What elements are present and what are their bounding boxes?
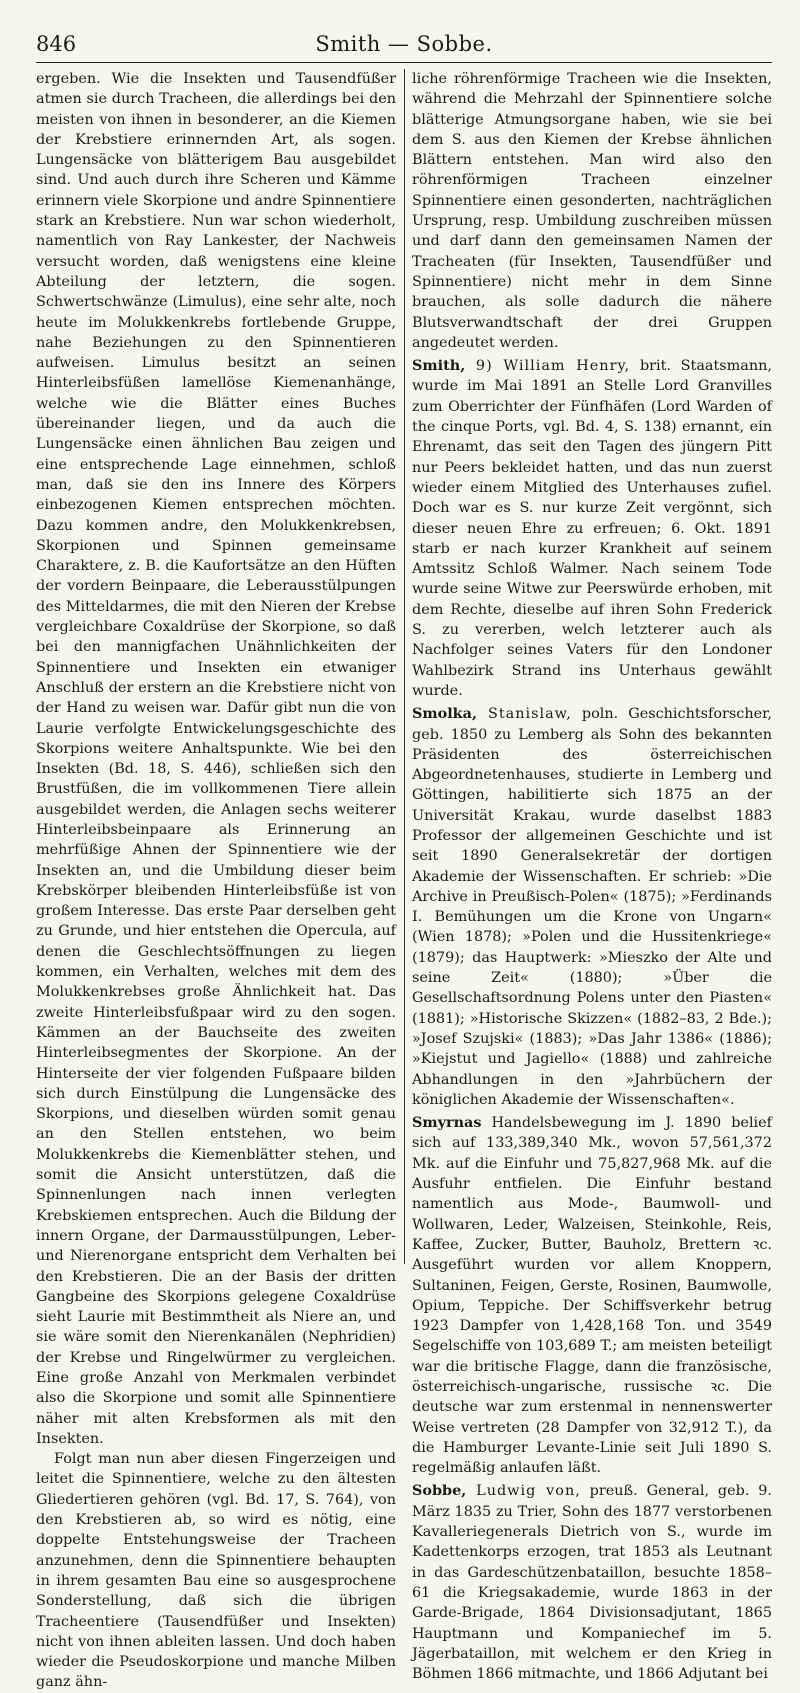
entry-text: brit. Staatsmann, wurde im Mai 1891 an Stelle Lord Granvilles zum Oberrichter der Fünfhäfen (Lord Warden of the cinque Ports, vgl. Bd. 4, S. 138) ernannt, ein Ehrenamt, das seit den Tagen des jüngern Pitt nur Peers bekleidet hatten, und das nun zuerst wieder einem Mitglied des Unterhauses zufiel. Doch war es S. nur kurze Zeit vergönnt, sich dieser neuen Ehre zu erfreuen; 6. Okt. 1891 starb er nach kurzer Krankheit auf seinem Amtssitz Schloß Walmer. Nach seinem Tode wurde seine Witwe zur Peerswürde erhoben, mit dem Rechte, dieselbe auf ihren Sohn Frederick S. zu vererben, welch letzterer auch als Nachfolger seines Vaters für den Londoner Wahlbezirk Strand ins Unterhaus gewählt wurde. bbox=[412, 358, 772, 699]
entry-keyword: Smith, bbox=[412, 357, 466, 375]
entry-smith bbox=[412, 356, 772, 701]
entry-text: preuß. General, geb. 9. März 1835 zu Trier, Sohn des 1877 verstorbenen Kavalleriegenerals Dietrich von S., wurde im Kadettenkorps erzogen, trat 1853 als Leutnant in das Gardeschützenbataillon, besuchte 1858–61 die Kriegsakademie, wurde 1863 in der Garde-Brigade, 1864 Divisionsadjutant, 1865 Hauptmann und Kompaniechef im 5. Jägerbataillon, mit welchem er den Krieg in Böhmen 1866 mitmachte, und 1866 Adjutant bei bbox=[412, 1483, 772, 1683]
entry-name: 9) William Henry, bbox=[465, 358, 631, 375]
entry-text: poln. Geschichtsforscher, geb. 1850 zu Lemberg als Sohn des bekannten Präsidenten des österreichischen Abgeordnetenhauses, studierte in Lemberg und Göttingen, habilitierte sich 1875 an der Universität Krakau, wurde daselbst 1883 Professor der allgemeinen Geschichte und ist seit 1890 Generalsekretär der dortigen Akademie der Wissenschaften. Er schrieb: »Die Archive in Preußisch-Polen« (1875); »Ferdinands I. Bemühungen um die Krone von Ungarn« (Wien 1878); »Polen und die Hussitenkriege« (1879); das Hauptwerk: »Mieszko der Alte und seine Zeit« (1880); »Über die Gesellschaftsordnung Polens unter den Piasten« (1881); »Historische Skizzen« (1882–83, 2 Bde.); »Josef Szujski« (1883); »Das Jahr 1386« (1886); »Kiejstut und Jagiello« (1888) und zahlreiche Abhandlungen in den »Jahrbüchern der königlichen Akademie der Wissenschaften«. bbox=[412, 706, 772, 1108]
paragraph-tracheae-continued: liche röhrenförmige Tracheen wie die Insekten, während die Mehrzahl der Spinnentiere solche blätterige Atmungsorgane haben, wie sie bei dem S. aus den Kiemen der Krebse ähnlichen Blättern entstehen. Man wird also den röhrenförmigen Tracheen einzelner Spinnentiere einen gesonderten, nachträglichen Ursprung, resp. Umbildung zuschreiben müssen und darf dann den gemeinsamen Namen der Tracheaten (für Insekten, Tausendfüßer und Spinnentiere) nicht mehr in dem Sinne brauchen, als solle dadurch die nähere Blutsverwandtschaft der drei Gruppen angedeutet werden. bbox=[412, 71, 772, 351]
column-divider bbox=[404, 69, 405, 1264]
entry-sobbe bbox=[412, 1481, 772, 1684]
running-title: Smith — Sobbe. bbox=[315, 32, 493, 56]
entry-keyword: Smolka, bbox=[412, 705, 477, 723]
page-header bbox=[36, 28, 772, 63]
paragraph-arachnid-anatomy: ergeben. Wie die Insekten und Tausendfüßer atmen sie durch Tracheen, die allerdings bei den meisten von ihnen in besonderer, an die Kiemen der Krebstiere erinnernden Art, als sogen. Lungensäcke von blätterigem Bau ausgebildet sind. Und auch durch ihre Scheren und Kämme erinnern viele Skorpione und andre Spinnentiere stark an Krebstiere. Nun war schon wiederholt, namentlich von Ray Lankester, der Nachweis versucht worden, daß wenigstens eine kleine Abteilung der letztern, die sogen. Schwertschwänze (Limulus), eine sehr alte, noch heute im Molukkenkrebs fortlebende Gruppe, nahe Beziehungen zu den Spinnentieren aufweisen. Limulus besitzt an seinen Hinterleibsfüßen lamellöse Kiemenanhänge, welche wie die Blätter eines Buches übereinander liegen, und da auch die Lungensäcke einen ähnlichen Bau zeigen und eine entsprechende Lage einnehmen, schloß man, daß sie den ins Innere des Körpers einbezogenen Kiemen entsprechen möchten. Dazu kommen andre, den Molukkenkrebsen, Skorpionen und Spinnen gemeinsame Charaktere, z. B. die Kaufortsätze an den Hüften der vordern Beinpaare, die Leberausstülpungen des Mitteldarmes, die mit den Nieren der Krebse vergleichbare Coxaldrüse der Skorpione, so daß bei den mannigfachen Unähnlichkeiten der Spinnentiere und Insekten ein etwaniger Anschluß der erstern an die Krebstiere nicht von der Hand zu weisen war. Dafür gibt nun die von Laurie verfolgte Entwickelungsgeschichte des Skorpions weitere Anhaltspunkte. Wie bei den Insekten (Bd. 18, S. 446), schließen sich den Brustfüßen, die im vollkommenen Tiere allein ausgebildet werden, die Anlagen sechs weiterer Hinterleibsbeinpaare als Erinnerung an mehrfüßige Ahnen der Spinnentiere wie der Insekten an, und die Umbildung dieser beim Krebskörper bleibenden Hinterleibsfüße ist von großem Interesse. Das erste Paar derselben geht zu Grunde, und hier entstehen die Opercula, auf denen die Geschlechtsöffnungen zu liegen kommen, ein Verhalten, welches mit dem des Molukkenkrebses große Ähnlichkeit hat. Das zweite Hinterleibsfußpaar wird zu den sogen. Kämmen an der Bauchseite des zweiten Hinterleibsegmentes der Skorpione. An der Hinterseite der vier folgenden Fußpaare bilden sich durch Einstülpung die Lungensäcke des Skorpions, und dieselben würden somit genau an den Stellen entstehen, wo beim Molukkenkrebs die Kiemenblätter stehen, und somit die Ansicht unterstützen, daß die Spinnenlungen nach innen verlegten Krebskiemen entsprechen. Auch die Bildung der innern Organe, der Darmausstülpungen, Leber- und Nierenorgane entspricht dem Verhalten bei den Krebstieren. Die an der Basis der dritten Gangbeine des Skorpions gelegene Coxaldrüse sieht Laurie mit Bestimmtheit als Niere an, und sie wäre somit den Nierenkanälen (Nephridien) der Krebse und Ringelwürmer zu vergleichen. Eine große Anzahl von Merkmalen verbindet also die Skorpione und somit alle Spinnentiere näher mit alten Krebsformen als mit den Insekten. bbox=[36, 71, 396, 1447]
entry-keyword: Sobbe, bbox=[412, 1482, 467, 1500]
entry-keyword: Smyrnas bbox=[412, 1114, 482, 1132]
paragraph-tracheae-origin: Folgt man nun aber diesen Fingerzeigen und leitet die Spinnentiere, welche zu den ältesten Gliedertieren gehören (vgl. Bd. 17, S. 764), von den Krebstieren ab, so wird es nötig, eine doppelte Entstehungsweise der Tracheen anzunehmen, denn die Spinnentiere behaupten in ihrem gesamten Bau eine so ausgesprochene Sonderstellung, daß sich die übrigen Tracheentiere (Tausendfüßer und Insekten) nicht von ihnen ableiten lassen. Und doch haben wieder die Pseudoskorpione und manche Milben ganz ähn- bbox=[36, 1451, 396, 1691]
entry-smyrna bbox=[412, 1113, 772, 1478]
text-columns bbox=[36, 69, 772, 1691]
entry-smolka bbox=[412, 704, 772, 1110]
right-column bbox=[412, 69, 772, 1683]
left-column bbox=[36, 69, 396, 1691]
entry-name: Stanislaw, bbox=[477, 706, 572, 723]
entry-text: Handelsbewegung im J. 1890 belief sich auf 133,389,340 Mk., wovon 57,561,372 Mk. auf die Einfuhr und 75,827,968 Mk. auf die Ausfuhr entfielen. Die Einfuhr bestand namentlich aus Mode-, Baumwoll- und Wollwaren, Leder, Walzeisen, Steinkohle, Reis, Kaffee, Zucker, Butter, Bauholz, Brettern ꝛc. Ausgeführt wurden vor allem Knoppern, Sultaninen, Feigen, Gerste, Rosinen, Baumwolle, Opium, Teppiche. Der Schiffsverkehr betrug 1923 Dampfer von 1,428,168 Ton. und 3549 Segelschiffe von 103,689 T.; am meisten beteiligt war die britische Flagge, dann die französische, österreichisch-ungarische, russische ꝛc. Die deutsche war zum erstenmal in nennenswerter Weise vertreten (28 Dampfer von 32,912 T.), da die Hamburger Levante-Linie seit Juli 1890 S. regelmäßig anlaufen läßt. bbox=[412, 1115, 772, 1477]
entry-name: Ludwig von, bbox=[466, 1483, 581, 1500]
page-number: 846 bbox=[36, 32, 77, 56]
